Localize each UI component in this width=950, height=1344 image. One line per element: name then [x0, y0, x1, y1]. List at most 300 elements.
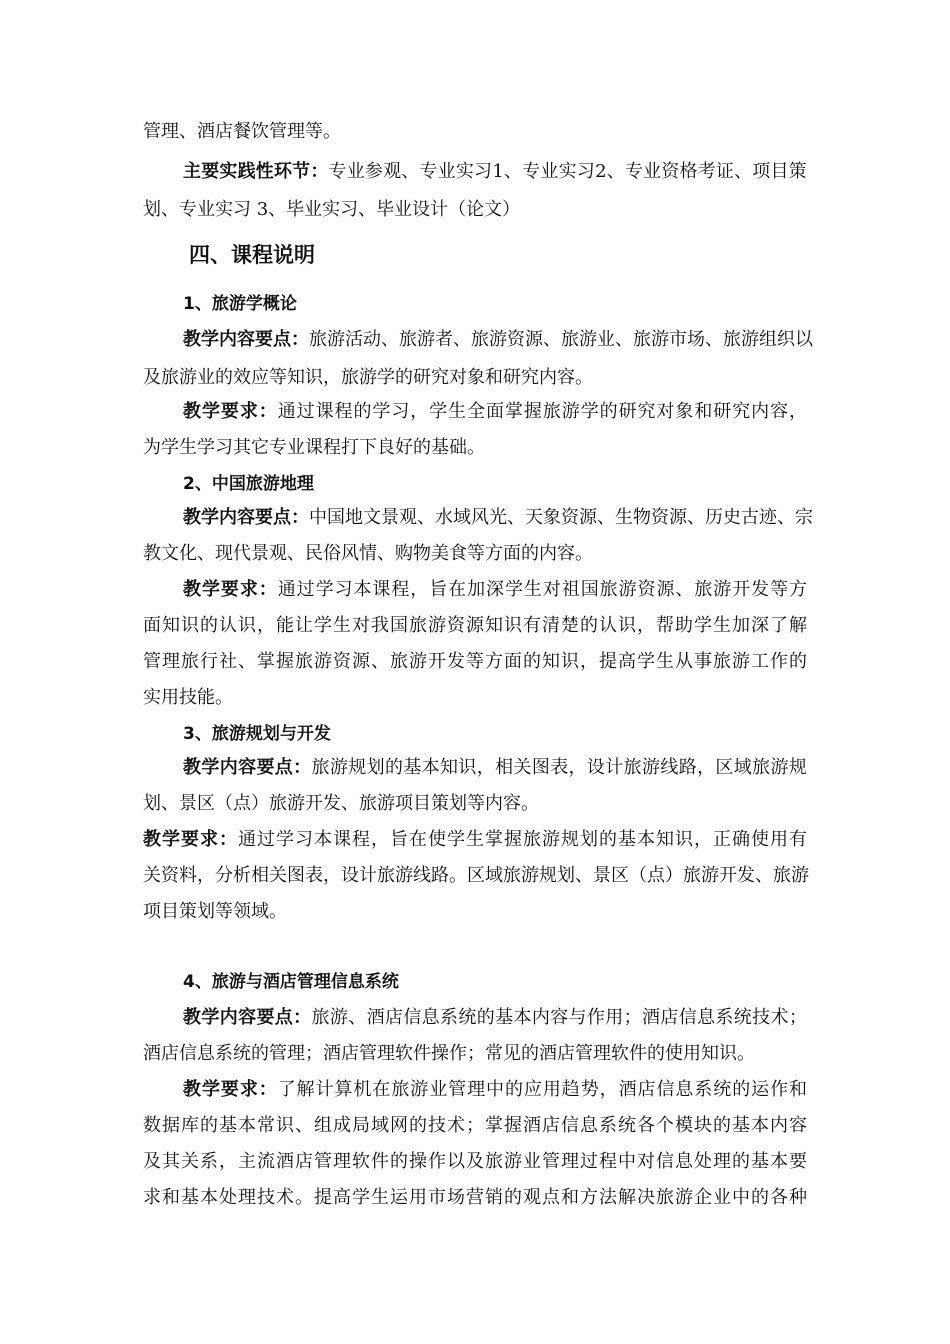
bold-label: 要: [256, 757, 275, 778]
text-run: 规: [348, 757, 367, 778]
text-run: 容: [789, 1115, 807, 1136]
text-run: ）: [665, 865, 683, 886]
text-run: 楚: [561, 615, 579, 636]
section-heading: [183, 970, 399, 994]
text-run: 组: [759, 329, 777, 350]
bold-label: 容: [238, 1007, 257, 1028]
text-run: 游: [641, 757, 660, 778]
text-run: 正: [713, 829, 731, 850]
text-run: 四、课程说明: [189, 243, 315, 267]
text-run: 区: [467, 865, 485, 886]
text-line: [143, 1042, 755, 1066]
text-run: 块: [694, 1115, 712, 1136]
text-run: 旅: [542, 401, 561, 422]
bold-label: 教: [183, 1007, 201, 1028]
text-run: 析: [233, 865, 251, 886]
text-run: 划: [580, 829, 598, 850]
text-run: 趋: [561, 1079, 580, 1100]
text-line: [183, 1078, 807, 1102]
text-run: 其: [162, 1151, 180, 1172]
text-run: 项目策划等领域。: [143, 901, 287, 922]
text-run: 业: [437, 161, 456, 182]
text-run: 习: [391, 401, 410, 422]
text-run: 对: [656, 401, 675, 422]
text-run: ，: [410, 401, 429, 422]
text-run: 、: [597, 507, 615, 528]
text-run: 生: [333, 615, 351, 636]
text-run: 研: [713, 401, 732, 422]
text-run: 据: [162, 1115, 180, 1136]
text-run: 域: [371, 1115, 389, 1136]
text-run: 光: [489, 507, 507, 528]
text-run: 观: [383, 161, 402, 182]
text-run: 及: [466, 1151, 484, 1172]
text-run: 认: [219, 615, 237, 636]
text-run: 。: [449, 865, 467, 886]
text-run: 对: [637, 1151, 655, 1172]
text-run: 开: [719, 865, 737, 886]
text-run: 风: [471, 507, 489, 528]
text-run: 等: [770, 579, 789, 600]
text-run: 和: [694, 401, 713, 422]
text-run: 旅: [311, 1007, 330, 1028]
text-run: 基: [618, 829, 636, 850]
bold-label: 求: [239, 401, 258, 422]
text-run: 管: [314, 1151, 332, 1172]
text-run: 旅: [752, 757, 771, 778]
bold-label: ：: [293, 1007, 312, 1028]
text-line: [143, 792, 539, 816]
text-run: 、: [371, 651, 389, 672]
text-run: 资: [661, 161, 680, 182]
bold-label: 内: [219, 329, 237, 350]
bold-label: ：: [310, 161, 329, 182]
text-run: 实: [455, 161, 474, 182]
text-run: 内: [531, 1007, 550, 1028]
text-run: 知: [162, 615, 180, 636]
text-run: 游: [741, 329, 759, 350]
text-run: 游: [732, 651, 750, 672]
text-run: 酒: [523, 1115, 541, 1136]
text-run: 、: [295, 1115, 313, 1136]
text-run: 运: [390, 1187, 408, 1208]
text-run: 、: [687, 507, 705, 528]
text-run: 用: [770, 829, 788, 850]
text-run: ，: [410, 579, 429, 600]
text-run: 游: [542, 829, 560, 850]
text-run: 相: [495, 757, 514, 778]
text-run: 习: [295, 829, 313, 850]
text-run: 术: [770, 1007, 789, 1028]
text-run: 源: [525, 329, 543, 350]
text-run: 管: [143, 651, 161, 672]
text-run: 过: [296, 579, 315, 600]
text-run: 在: [409, 829, 427, 850]
text-run: 域: [733, 757, 752, 778]
text-line: [143, 1186, 807, 1210]
text-run: 中: [618, 1151, 636, 1172]
text-run: 格: [679, 161, 698, 182]
text-run: 业: [597, 329, 615, 350]
text-run: 为学生学习其它专业课程打下良好的基础。: [143, 437, 485, 458]
text-run: 2、中国旅游地理: [183, 474, 314, 494]
text-run: 方: [485, 651, 503, 672]
text-run: 本: [238, 1115, 256, 1136]
text-run: 专: [624, 161, 643, 182]
text-run: 业: [643, 161, 662, 182]
text-run: 源: [352, 651, 370, 672]
text-run: 规: [561, 829, 579, 850]
text-run: 局: [352, 1115, 370, 1136]
text-run: 信: [403, 1007, 422, 1028]
section-heading: [183, 472, 314, 496]
text-run: 容: [770, 401, 789, 422]
text-run: 的: [476, 1007, 495, 1028]
text-run: 的: [732, 1079, 751, 1100]
text-run: 系: [715, 1007, 734, 1028]
text-run: 系: [440, 1007, 459, 1028]
text-run: 的: [409, 1115, 427, 1136]
text-run: 、: [755, 865, 773, 886]
text-run: 识: [618, 615, 636, 636]
text-run: 流: [257, 1151, 275, 1172]
text-run: 成: [333, 1115, 351, 1136]
bold-label: ：: [219, 829, 237, 850]
text-run: 2: [595, 161, 607, 182]
text-run: 握: [504, 1115, 522, 1136]
text-run: 的: [353, 401, 372, 422]
text-run: 清: [542, 615, 560, 636]
text-run: 、: [734, 161, 753, 182]
text-run: 学: [637, 651, 655, 672]
text-run: 生: [371, 1187, 389, 1208]
text-run: 的: [732, 1151, 750, 1172]
text-run: 关: [269, 865, 287, 886]
text-run: 术: [276, 1187, 294, 1208]
text-run: 究: [637, 401, 656, 422]
text-run: 决: [637, 1187, 655, 1208]
text-run: 作: [770, 1079, 789, 1100]
text-run: 作: [770, 651, 788, 672]
text-run: 旅: [409, 615, 427, 636]
text-run: 学: [580, 401, 599, 422]
text-run: 场: [447, 1187, 465, 1208]
bold-label: 要: [256, 1007, 275, 1028]
bold-label: 求: [239, 579, 258, 600]
text-run: 程: [599, 1151, 617, 1172]
text-run: 游: [409, 651, 427, 672]
text-run: 解: [618, 1187, 636, 1208]
text-run: 技: [257, 1187, 275, 1208]
text-run: 处: [219, 1187, 237, 1208]
text-run: 旅: [295, 651, 313, 672]
text-run: 观: [523, 1187, 541, 1208]
bold-label: 学: [201, 579, 220, 600]
text-run: 资: [333, 651, 351, 672]
text-run: ；: [466, 1115, 484, 1136]
text-run: 的: [504, 1187, 522, 1208]
text-run: 图: [531, 757, 550, 778]
bold-label: ：: [258, 579, 277, 600]
text-run: 模: [675, 1115, 693, 1136]
text-line: [143, 1150, 807, 1174]
text-run: 。: [295, 1187, 313, 1208]
text-run: 市: [428, 1187, 446, 1208]
text-run: 各: [637, 1115, 655, 1136]
text-line: [143, 650, 807, 674]
text-run: 游: [579, 329, 597, 350]
text-run: 事: [694, 651, 712, 672]
text-run: 社: [219, 651, 237, 672]
bold-label: ：: [258, 1079, 277, 1100]
text-run: 管理、酒店餐饮管理等。: [143, 121, 341, 142]
text-run: 游: [428, 615, 446, 636]
text-run: 学: [315, 579, 334, 600]
text-run: 统: [733, 1007, 752, 1028]
text-run: 专: [419, 161, 438, 182]
text-run: 帮: [656, 615, 674, 636]
text-run: 店: [295, 1151, 313, 1172]
text-run: 酒店信息系统的管理；酒店管理软件操作；常见的酒店管理软件的使用知识。: [143, 1043, 755, 1064]
text-run: 生: [656, 651, 674, 672]
text-run: 游: [329, 757, 348, 778]
text-run: 分: [215, 865, 233, 886]
text-run: 究: [732, 401, 751, 422]
text-run: 关: [513, 757, 532, 778]
text-run: 学: [447, 829, 465, 850]
bold-label: 实: [219, 161, 238, 182]
text-run: 课: [372, 579, 391, 600]
text-run: 基: [732, 1115, 750, 1136]
text-run: 用: [409, 1187, 427, 1208]
text-run: 技: [428, 1115, 446, 1136]
text-run: 旅: [773, 865, 791, 886]
text-run: 考: [697, 161, 716, 182]
text-run: 旅: [599, 579, 618, 600]
bold-label: 学: [162, 829, 180, 850]
text-run: 信: [656, 1079, 675, 1100]
bold-label: 内: [219, 757, 238, 778]
text-run: 统: [713, 1079, 732, 1100]
text-run: 理: [333, 1151, 351, 1172]
text-run: 参: [364, 161, 383, 182]
bold-label: 容: [238, 757, 257, 778]
text-run: 中: [732, 1187, 750, 1208]
text-run: 路: [678, 757, 697, 778]
text-line: [183, 578, 807, 602]
text-run: 的: [384, 757, 403, 778]
text-run: 游: [329, 1007, 348, 1028]
text-run: 源: [466, 615, 484, 636]
text-run: 区: [611, 865, 629, 886]
text-run: 方: [789, 579, 807, 600]
text-run: 深: [751, 615, 769, 636]
text-run: 常: [257, 1115, 275, 1136]
bold-label: 要: [220, 1079, 239, 1100]
text-run: 游: [489, 329, 507, 350]
text-run: 、: [615, 329, 633, 350]
text-run: 用: [542, 1079, 561, 1100]
text-run: 者: [435, 329, 453, 350]
text-run: 在: [372, 1079, 391, 1100]
text-run: 、: [238, 651, 256, 672]
bold-label: ：: [293, 757, 312, 778]
text-run: 关: [181, 1151, 199, 1172]
text-run: 旅: [471, 329, 489, 350]
text-run: 业: [540, 161, 559, 182]
text-run: 掌: [257, 651, 275, 672]
text-run: 目: [770, 161, 789, 182]
text-run: 旨: [390, 829, 408, 850]
text-run: 提: [599, 651, 617, 672]
text-run: 使: [428, 829, 446, 850]
text-run: 线: [413, 865, 431, 886]
text-run: 作: [586, 1007, 605, 1028]
text-run: 的: [504, 1079, 523, 1100]
text-run: 游: [314, 651, 332, 672]
text-run: 息: [697, 1007, 716, 1028]
text-run: 学: [276, 829, 294, 850]
text-run: 本: [770, 1151, 788, 1172]
text-run: 了: [770, 615, 788, 636]
text-run: 旅: [311, 757, 330, 778]
text-run: 迹: [759, 507, 777, 528]
text-run: 术: [447, 1115, 465, 1136]
text-run: 在: [448, 579, 467, 600]
text-line: [183, 506, 813, 530]
text-run: 程: [391, 579, 410, 600]
text-run: 我: [371, 615, 389, 636]
text-run: 理: [467, 1079, 486, 1100]
text-run: 过: [580, 1151, 598, 1172]
text-run: 知: [485, 615, 503, 636]
text-run: 企: [694, 1187, 712, 1208]
text-run: 旅: [623, 757, 642, 778]
text-run: 通: [277, 579, 296, 600]
text-run: 设: [586, 757, 605, 778]
text-run: 、: [507, 507, 525, 528]
bold-label: 要: [220, 401, 239, 422]
text-run: 习: [576, 161, 595, 182]
text-line: [143, 542, 593, 566]
text-run: 信: [656, 1151, 674, 1172]
text-run: 对: [542, 579, 561, 600]
section-heading: [183, 292, 297, 316]
text-run: 识: [458, 757, 477, 778]
text-run: 游: [770, 757, 789, 778]
text-run: 基: [751, 1151, 769, 1172]
text-run: 、: [575, 865, 593, 886]
text-run: 面: [143, 615, 161, 636]
text-run: 生: [615, 507, 633, 528]
text-run: 信: [561, 1115, 579, 1136]
text-run: ，: [476, 757, 495, 778]
text-run: 基: [495, 1007, 514, 1028]
text-run: 源: [669, 507, 687, 528]
text-run: 酒: [618, 1079, 637, 1100]
text-run: 表: [550, 757, 569, 778]
text-run: 、: [417, 507, 435, 528]
text-run: 业: [429, 1079, 448, 1100]
text-run: 资: [161, 865, 179, 886]
text-run: 游: [618, 579, 637, 600]
text-run: 图: [287, 865, 305, 886]
text-run: 旅: [503, 865, 521, 886]
text-run: 高: [333, 1187, 351, 1208]
text-run: 旅: [633, 329, 651, 350]
text-line: [183, 400, 807, 424]
text-run: 系: [599, 1115, 617, 1136]
text-run: 学: [372, 401, 391, 422]
text-line: [143, 864, 807, 888]
text-run: 店: [637, 1079, 656, 1100]
text-run: 习: [334, 579, 353, 600]
bold-label: 教: [183, 401, 201, 422]
text-run: 资: [447, 615, 465, 636]
text-run: 机: [353, 1079, 372, 1100]
text-run: 基: [219, 1115, 237, 1136]
text-run: 象: [543, 507, 561, 528]
text-run: 习: [474, 161, 492, 182]
text-run: 工: [751, 651, 769, 672]
text-run: 旅: [523, 829, 541, 850]
text-run: 源: [579, 507, 597, 528]
text-run: 业: [523, 1151, 541, 1172]
text-run: 市: [669, 329, 687, 350]
bold-label: 主: [183, 161, 201, 182]
text-run: 加: [467, 579, 486, 600]
text-run: ，: [197, 865, 215, 886]
text-run: 游: [410, 1079, 429, 1100]
text-run: 策: [788, 161, 807, 182]
text-run: 游: [675, 1187, 693, 1208]
text-run: 解: [296, 1079, 315, 1100]
text-run: 物: [633, 507, 651, 528]
text-run: 识: [561, 651, 579, 672]
text-run: 、: [777, 507, 795, 528]
text-run: 基: [403, 757, 422, 778]
text-run: 表: [305, 865, 323, 886]
bold-label: ：: [258, 401, 277, 422]
text-run: 解: [789, 615, 807, 636]
bold-label: 点: [274, 757, 293, 778]
text-run: ，: [371, 829, 389, 850]
text-run: 域: [485, 865, 503, 886]
text-run: 生: [448, 401, 467, 422]
text-run: ，: [694, 829, 712, 850]
text-run: 、: [504, 161, 523, 182]
text-run: 通: [238, 829, 256, 850]
text-run: 证: [715, 161, 734, 182]
text-run: 深: [486, 579, 504, 600]
text-run: 店: [542, 1115, 560, 1136]
text-run: 掌: [485, 1115, 503, 1136]
text-run: 旅: [390, 651, 408, 672]
bold-label: 学: [201, 329, 219, 350]
text-run: 作: [428, 1151, 446, 1172]
bold-label: 学: [201, 507, 219, 528]
text-run: 系: [694, 1079, 713, 1100]
text-run: 1、旅游学概论: [183, 294, 297, 314]
bold-label: 学: [201, 1007, 220, 1028]
text-run: 划、专业实习 3、毕业实习、毕业设计（论文）: [143, 199, 521, 220]
text-run: 握: [504, 829, 522, 850]
text-run: 个: [656, 1115, 674, 1136]
text-run: 旅: [713, 651, 731, 672]
text-run: 游: [417, 329, 435, 350]
text-run: 助: [675, 615, 693, 636]
text-run: 基: [181, 1187, 199, 1208]
